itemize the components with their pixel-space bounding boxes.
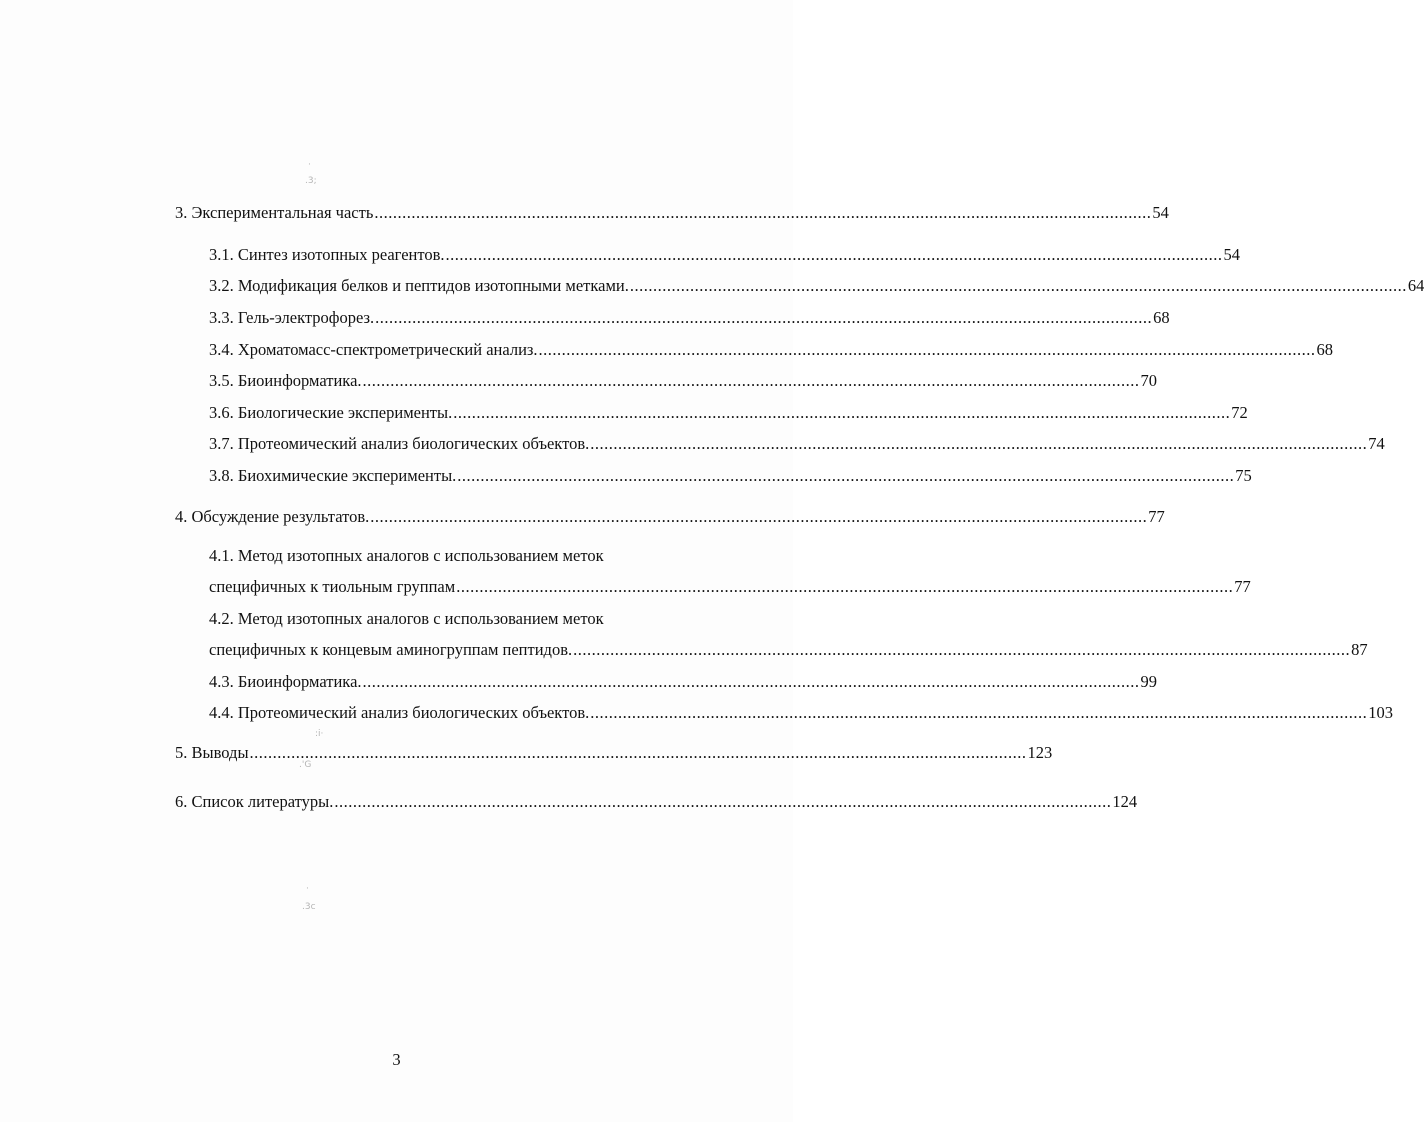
toc-entry-title: 3.1. Синтез изотопных реагентов. (209, 245, 445, 264)
toc-leader: ........................................................................................................................................................................ (370, 507, 1148, 526)
toc-entry-page: 75 (1235, 466, 1252, 485)
scan-artifact: .'G (299, 760, 312, 770)
scan-artifact: :i· (315, 729, 324, 739)
toc-leader: ........................................................................................................................................................................ (590, 703, 1368, 722)
toc-entry-title: 3.8. Биохимические эксперименты. (209, 466, 457, 485)
toc-leader: ........................................................................................................................................................................ (538, 340, 1316, 359)
toc-leader: ........................................................................................................................................................................ (374, 203, 1152, 222)
toc-leader: ........................................................................................................................................................................ (334, 792, 1112, 811)
toc-entry-title: 3.7. Протеомический анализ биологических объектов. (209, 434, 590, 453)
toc-entry (209, 466, 1252, 486)
toc-entry-page: 99 (1140, 672, 1158, 691)
toc-entry (175, 743, 1053, 763)
toc-entry (209, 403, 1248, 423)
toc-entry-page: 68 (1316, 340, 1334, 359)
scan-artifact: · (306, 884, 309, 894)
toc-leader: ........................................................................................................................................................................ (375, 308, 1153, 327)
toc-leader: ........................................................................................................................................................................ (573, 640, 1351, 659)
toc-entry-page: 123 (1027, 743, 1053, 762)
toc-entry (209, 577, 1251, 597)
toc-entry (209, 308, 1170, 328)
toc-entry (209, 276, 1424, 296)
toc-entry-page: 54 (1223, 245, 1241, 264)
scan-artifact: .3c (302, 902, 316, 912)
toc-entry-title: 3. Экспериментальная часть (175, 203, 374, 222)
toc-entry-title: 3.2. Модификация белков и пептидов изотопными метками. (209, 276, 629, 295)
toc-leader: ........................................................................................................................................................................ (445, 245, 1223, 264)
toc-entry-page: 124 (1112, 792, 1138, 811)
toc-entry-page: 77 (1148, 507, 1165, 526)
toc-entry-page: 87 (1351, 640, 1368, 659)
toc-entry-title: 3.4. Хроматомасс-спектрометрический анализ. (209, 340, 538, 359)
toc-entry (209, 340, 1334, 360)
toc-entry-title: специфичных к концевым аминогруппам пептидов. (209, 640, 573, 659)
toc-entry (175, 507, 1165, 527)
toc-entry (175, 203, 1169, 223)
toc-entry-title-line1: 4.1. Метод изотопных аналогов с использованием меток (209, 546, 604, 565)
toc-entry (209, 640, 1368, 660)
toc-entry (209, 672, 1158, 692)
toc-entry (209, 434, 1385, 454)
toc-leader: ........................................................................................................................................................................ (249, 743, 1027, 762)
toc-entry (209, 371, 1158, 391)
toc-leader: ........................................................................................................................................................................ (453, 403, 1231, 422)
toc-entry-title: 4.4. Протеомический анализ биологических объектов. (209, 703, 590, 722)
toc-entry-title: 4. Обсуждение результатов. (175, 507, 370, 526)
toc-entry-page: 68 (1153, 308, 1170, 327)
toc-entry-page: 77 (1234, 577, 1251, 596)
toc-leader: ........................................................................................................................................................................ (456, 577, 1234, 596)
toc-entry-title: 4.3. Биоинформатика. (209, 672, 362, 691)
toc-entry (175, 792, 1138, 812)
toc-leader: ........................................................................................................................................................................ (629, 276, 1407, 295)
toc-entry-page: 72 (1231, 403, 1248, 422)
toc-entry-page: 103 (1368, 703, 1394, 722)
toc-entry-title: 6. Список литературы. (175, 792, 334, 811)
toc-leader: ........................................................................................................................................................................ (457, 466, 1235, 485)
toc-entry-title: специфичных к тиольным группам (209, 577, 456, 596)
page-number: 3 (392, 1050, 401, 1069)
toc-entry-page: 64 (1407, 276, 1424, 295)
toc-entry-title: 3.3. Гель-электрофорез. (209, 308, 375, 327)
toc-entry-page: 54 (1152, 203, 1169, 222)
toc-entry-title-line1: 4.2. Метод изотопных аналогов с использованием меток (209, 609, 604, 628)
toc-entry-title: 3.6. Биологические эксперименты. (209, 403, 453, 422)
toc-entry-page: 70 (1140, 371, 1158, 390)
scan-artifact: .3; (305, 176, 317, 186)
toc-entry-title: 3.5. Биоинформатика. (209, 371, 362, 390)
toc-entry (209, 245, 1241, 265)
toc-leader: ........................................................................................................................................................................ (362, 371, 1140, 390)
toc-entry (209, 703, 1394, 723)
toc-leader: ........................................................................................................................................................................ (362, 672, 1140, 691)
toc-leader: ........................................................................................................................................................................ (590, 434, 1368, 453)
toc-entry-title: 5. Выводы (175, 743, 249, 762)
toc-entry-page: 74 (1368, 434, 1385, 453)
scan-artifact: · (308, 160, 311, 170)
